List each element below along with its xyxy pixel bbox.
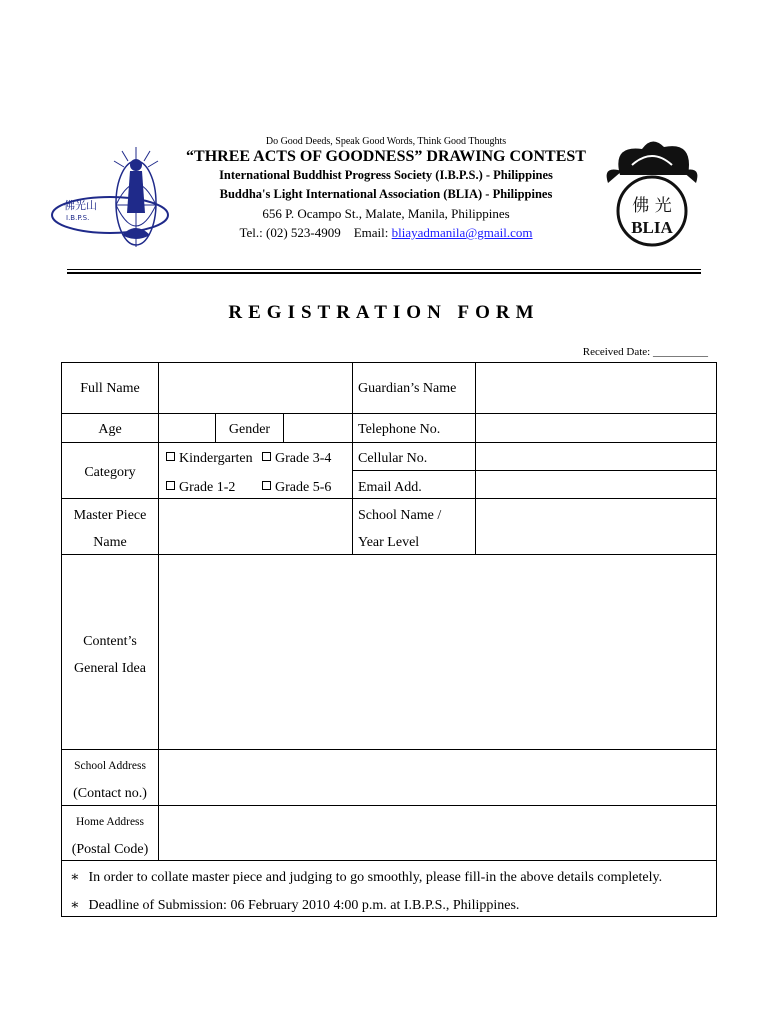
category-option-grade-1-2[interactable]: Grade 1-2 <box>166 474 235 501</box>
svg-text:佛 光: 佛 光 <box>632 196 672 216</box>
label-school-name: School Name / <box>358 508 442 523</box>
guardian-name-field[interactable] <box>476 364 716 413</box>
tagline: Do Good Deeds, Speak Good Words, Think Good Thoughts <box>265 136 507 147</box>
row-divider <box>62 860 716 861</box>
telephone-field[interactable] <box>476 414 716 442</box>
label-category: Category <box>84 465 136 480</box>
email-link[interactable]: bliayadmanila@gmail.com <box>391 225 533 240</box>
category-option-grade-3-4[interactable]: Grade 3-4 <box>262 445 331 472</box>
note-fill-completely: ∗ In order to collate master piece and judging to go smoothly, please fill-in the above details completely. <box>70 870 663 885</box>
school-address-field[interactable] <box>159 750 716 805</box>
ibps-logo <box>50 143 170 255</box>
org-line-ibps: International Buddhist Progress Society (I.B.P.S.) - Philippines <box>219 168 553 182</box>
full-name-field[interactable] <box>159 364 352 413</box>
org-line-blia: Buddha's Light International Association (BLIA) - Philippines <box>219 187 553 201</box>
gender-field[interactable] <box>284 414 352 442</box>
label-cellular: Cellular No. <box>358 451 428 466</box>
label-master-piece: Master Piece <box>73 508 147 523</box>
svg-text:BLIA: BLIA <box>631 218 673 237</box>
age-field[interactable] <box>159 414 215 442</box>
address: 656 P. Ocampo St., Malate, Manila, Philippines <box>262 206 510 221</box>
checkbox[interactable] <box>166 481 175 490</box>
label-contents: Content’s <box>83 634 137 649</box>
label-home-address: Home Address <box>75 816 145 828</box>
master-piece-name-field[interactable] <box>159 499 352 554</box>
checkbox[interactable] <box>262 452 271 461</box>
label-postal-code: (Postal Code) <box>71 842 149 857</box>
general-idea-field[interactable] <box>159 555 716 749</box>
label-school-address: School Address <box>74 760 146 772</box>
svg-text:I.B.P.S.: I.B.P.S. <box>66 214 90 222</box>
email-field[interactable] <box>476 471 716 498</box>
blia-logo <box>602 135 702 250</box>
label-master-piece-name: Name <box>93 535 127 550</box>
school-year-field[interactable] <box>476 499 716 554</box>
category-option-grade-5-6[interactable]: Grade 5-6 <box>262 474 331 501</box>
col-divider <box>352 363 353 554</box>
checkbox[interactable] <box>166 452 175 461</box>
label-email-add: Email Add. <box>358 480 422 495</box>
label-guardian-name: Guardian’s Name <box>358 381 457 396</box>
label-year-level: Year Level <box>358 535 420 550</box>
header-rule-top <box>67 269 701 270</box>
contact-line <box>160 225 612 241</box>
label-gender: Gender <box>228 422 271 437</box>
label-telephone: Telephone No. <box>358 422 441 437</box>
telephone: Tel.: (02) 523-4909 <box>239 225 341 240</box>
contest-title: “THREE ACTS OF GOODNESS” DRAWING CONTEST <box>186 148 586 165</box>
label-full-name: Full Name <box>80 381 140 396</box>
received-date: Received Date: __________ <box>582 346 708 358</box>
email-label: Email: <box>353 225 389 240</box>
form-title: REGISTRATION FORM <box>228 302 540 323</box>
svg-text:佛光山: 佛光山 <box>64 199 97 212</box>
registration-table <box>61 362 717 917</box>
category-option-kindergarten[interactable]: Kindergarten <box>166 445 253 472</box>
note-deadline: ∗ Deadline of Submission: 06 February 2010 4:00 p.m. at I.B.P.S., Philippines. <box>70 898 520 913</box>
label-age: Age <box>98 422 122 437</box>
label-general-idea: General Idea <box>74 661 146 676</box>
cellular-field[interactable] <box>476 443 716 470</box>
header-rule-bottom <box>67 272 701 274</box>
home-address-field[interactable] <box>159 806 716 860</box>
checkbox[interactable] <box>262 481 271 490</box>
label-contact-no: (Contact no.) <box>73 786 147 801</box>
